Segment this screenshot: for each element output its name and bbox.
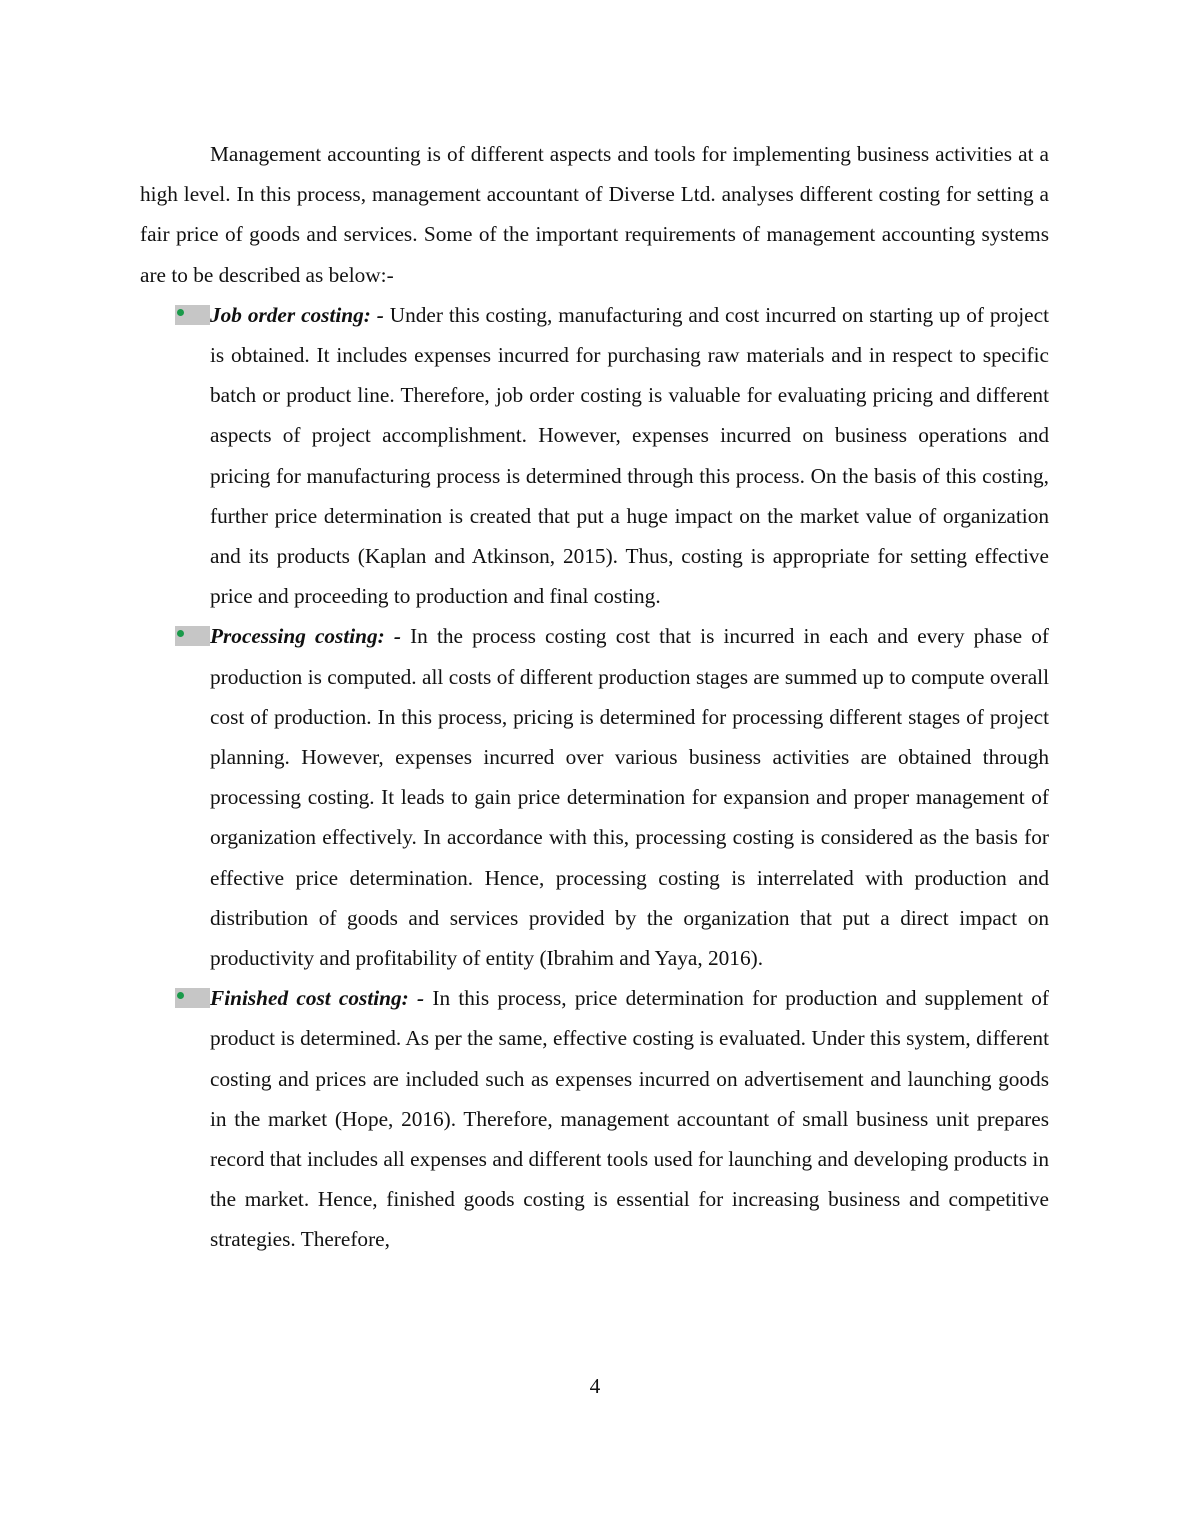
bullet-text: In the process costing cost that is incurred in each and every phase of production is computed. all costs of different production stages are summed up to compute overall cost of production. In this process, pricing is determined for processing different stages of project planning. However, expenses incurred over various business activities are obtained through processing costing. It leads to gain price determination for expansion and proper management of organization effectively. In accordance with this, processing costing is considered as the basis for effective price determination. Hence, processing costing is interrelated with production and distribution of goods and services provided by the organization that put a direct impact on productivity and profitability of entity (Ibrahim and Yaya, 2016). xyxy=(210,624,1049,971)
list-item-job-order-costing xyxy=(140,295,1049,617)
bullet-text: In this process, price determination for production and supplement of product is determined. As per the same, effective costing is evaluated. Under this system, different costing and prices are included such as expenses incurred on advertisement and launching goods in the market (Hope, 2016). Therefore, management accountant of small business unit prepares record that includes all expenses and different tools used for launching and developing products in the market. Hence, finished goods costing is essential for increasing business and competitive strategies. Therefore, xyxy=(210,986,1049,1252)
bullet-text: Under this costing, manufacturing and cost incurred on starting up of project is obtained. It includes expenses incurred for purchasing raw materials and in respect to specific batch or product line. Therefore, job order costing is valuable for evaluating pricing and different aspects of project accomplishment. However, expenses incurred on business operations and pricing for manufacturing process is determined through this process. On the basis of this costing, further price determination is created that put a huge impact on the market value of organization and its products (Kaplan and Atkinson, 2015). Thus, costing is appropriate for setting effective price and proceeding to production and final costing. xyxy=(210,302,1049,609)
page-content xyxy=(140,134,1049,1260)
page-number: 4 xyxy=(589,1374,601,1398)
bullet-marker xyxy=(175,305,210,325)
bullet-dot-icon xyxy=(177,630,184,637)
bullet-term: Processing costing: - xyxy=(210,624,401,649)
intro-paragraph: Management accounting is of different aspects and tools for implementing business activities at a high level. In this process, management accountant of Diverse Ltd. analyses different costing for setting a fair price of goods and services. Some of the important requirements of management accounting systems are to be described as below:- xyxy=(140,142,1049,287)
bullet-dot-icon xyxy=(177,309,184,316)
bullet-term: Job order costing: - xyxy=(210,302,384,327)
list-item-processing-costing xyxy=(140,616,1049,978)
bullet-marker xyxy=(175,988,210,1008)
bullet-marker xyxy=(175,626,210,646)
bullet-term: Finished cost costing: - xyxy=(210,986,425,1011)
costing-list xyxy=(140,295,1049,1260)
bullet-dot-icon xyxy=(177,992,184,999)
list-item-finished-cost-costing xyxy=(140,978,1049,1259)
